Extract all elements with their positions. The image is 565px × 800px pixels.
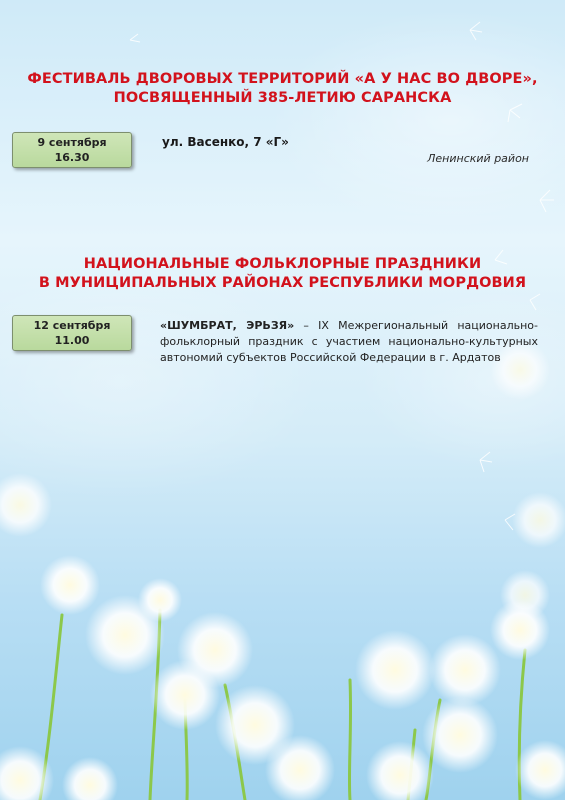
event1-date-box bbox=[12, 132, 132, 168]
section1-title-line2: ПОСВЯЩЕННЫЙ 385-ЛЕТИЮ САРАНСКА bbox=[113, 90, 452, 106]
event1-time: 16.30 bbox=[54, 151, 90, 164]
section2-title-line2: В МУНИЦИПАЛЬНЫХ РАЙОНАХ РЕСПУБЛИКИ МОРДОВИЯ bbox=[38, 275, 527, 291]
section2-heading bbox=[0, 255, 565, 293]
event2-description-block bbox=[160, 318, 538, 366]
event2-name: «ШУМБРАТ, ЭРЬЗЯ» bbox=[160, 319, 295, 332]
section1-heading bbox=[0, 70, 565, 108]
section1-title-line1: ФЕСТИВАЛЬ ДВОРОВЫХ ТЕРРИТОРИЙ «А У НАС ВО ДВОРЕ», bbox=[27, 71, 538, 87]
event2-date: 12 сентября bbox=[33, 319, 111, 332]
event2-description: – IX Межрегиональный национально-фольклорный праздник с участием национально-культурных автономий субъектов Российской Федерации в г. Ардатов bbox=[160, 319, 538, 364]
event2-time: 11.00 bbox=[54, 334, 90, 347]
section2-title-line1: НАЦИОНАЛЬНЫЕ ФОЛЬКЛОРНЫЕ ПРАЗДНИКИ bbox=[83, 256, 482, 272]
event1-date: 9 сентября bbox=[37, 136, 107, 149]
event1-address: ул. Васенко, 7 «Г» bbox=[162, 135, 289, 149]
event2-date-box bbox=[12, 315, 132, 351]
event1-district: Ленинский район bbox=[427, 152, 529, 165]
